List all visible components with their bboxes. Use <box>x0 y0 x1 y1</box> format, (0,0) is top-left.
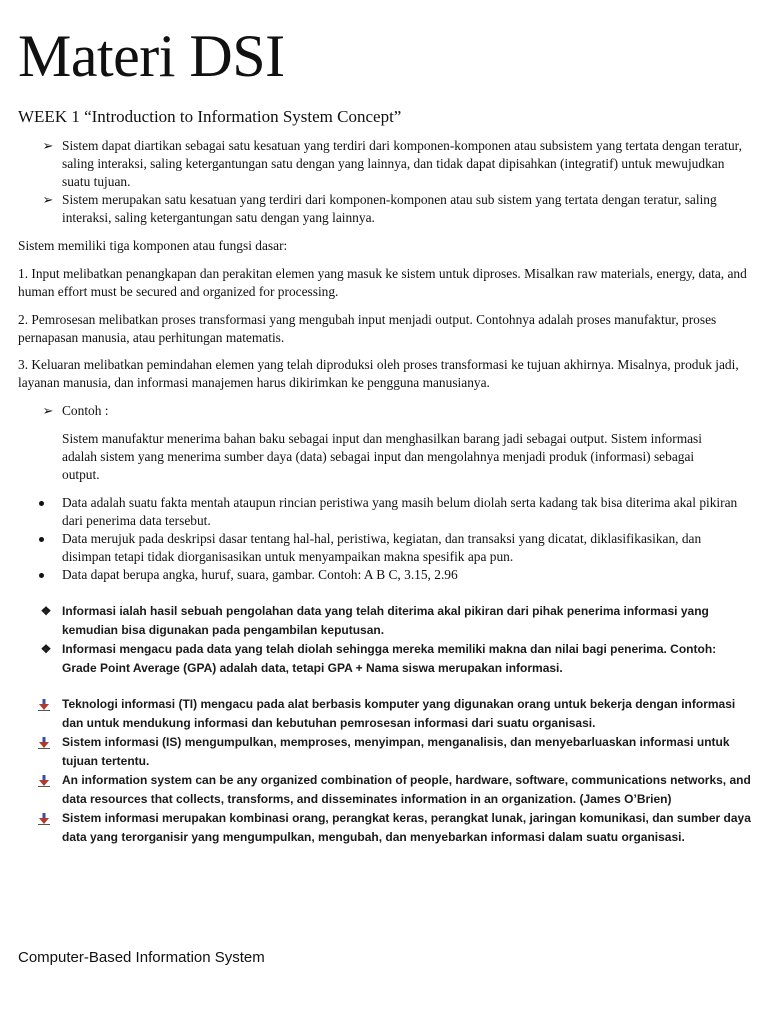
list-item: Data dapat berupa angka, huruf, suara, gambar. Contoh: A B C, 3.15, 2.96 <box>18 566 753 584</box>
four-diamond-bullet-icon: ❖ <box>40 642 52 656</box>
week-heading: WEEK 1 “Introduction to Information System Concept” <box>18 107 402 126</box>
arrowhead-bullet-icon: ➢ <box>42 138 54 153</box>
list-item: Sistem informasi (IS) mengumpulkan, memproses, menyimpan, menganalisis, dan menyebarluaskan informasi untuk tujuan tertentu. <box>18 733 753 771</box>
page-title: Materi DSI <box>18 23 285 89</box>
numbered-paragraph-3: 3. Keluaran melibatkan pemindahan elemen yang telah diproduksi oleh proses transformasi ke tujuan akhirnya. Misalnya, produk jadi, layanan manusia, dan informasi manajemen harus dikirimkan ke pengguna manusianya. <box>18 357 739 390</box>
icon-list <box>18 695 753 847</box>
example-label-row <box>18 402 753 420</box>
bullet-dot-icon <box>39 573 44 578</box>
bullet-list-section <box>18 494 753 584</box>
numbered-paragraph-2: 2. Pemrosesan melibatkan proses transformasi yang mengubah input menjadi output. Contohnya adalah proses manufaktur, proses pernapasan manusia, atau perhitungan matematis. <box>18 312 717 345</box>
list-item: ❖ Informasi mengacu pada data yang telah diolah sehingga mereka memiliki makna dan nilai bagi penerima. Contoh: Grade Point Average (GPA) adalah data, tetapi GPA + Nama siswa merupakan informasi. <box>18 640 753 678</box>
example-label: Contoh : <box>62 403 109 418</box>
down-arrow-bullet-icon <box>38 699 50 711</box>
bullet-dot-icon <box>39 501 44 506</box>
list-item: ➢ Sistem merupakan satu kesatuan yang terdiri dari komponen-komponen atau sub sistem yang tertata dengan teratur, saling interaksi, saling ketergantungan satu dengan yang lainnya. <box>18 191 753 227</box>
list-item: Data adalah suatu fakta mentah ataupun rincian peristiwa yang masih belum diolah serta kadang tak bisa diterima akal pikiran dari penerima data tersebut. <box>18 494 753 530</box>
list-item <box>18 402 753 420</box>
four-diamond-bullet-icon: ❖ <box>40 604 52 618</box>
diamond-list <box>18 602 753 678</box>
arrowhead-bullet-icon: ➢ <box>42 192 54 207</box>
section-heading: Computer-Based Information System <box>18 949 265 966</box>
list-item: Data merujuk pada deskripsi dasar tentang hal-hal, peristiwa, kegiatan, dan transaksi yang dicatat, diklasifikasikan, dan disimpan tetapi tidak diorganisasikan untuk menyampaikan makna spesifik apa pun. <box>18 530 753 566</box>
list-item: An information system can be any organized combination of people, hardware, software, communications networks, and data resources that collects, transforms, and disseminates information in an organization. (James O’Brien) <box>18 771 753 809</box>
list-item: Teknologi informasi (TI) mengacu pada alat berbasis komputer yang digunakan orang untuk bekerja dengan informasi dan untuk mendukung informasi dan kebutuhan pemrosesan informasi dari suatu organisasi. <box>18 695 753 733</box>
bullet-dot-icon <box>39 537 44 542</box>
bullet-list <box>18 494 753 584</box>
down-arrow-bullet-icon <box>38 813 50 825</box>
list-item: ➢ Sistem dapat diartikan sebagai satu kesatuan yang terdiri dari komponen-komponen atau subsistem yang tertata dengan teratur, saling interaksi, saling ketergantungan satu dengan yang lainnya, dan tidak dapat dipisahkan (integratif) untuk mewujudkan suatu tujuan. <box>18 137 753 191</box>
diamond-list-section <box>18 602 753 678</box>
down-arrow-bullet-icon <box>38 737 50 749</box>
intro-paragraph: Sistem memiliki tiga komponen atau fungsi dasar: <box>18 238 288 253</box>
list-item: ❖ Informasi ialah hasil sebuah pengolahan data yang telah diterima akal pikiran dari pihak penerima informasi yang kemudian bisa digunakan pada pengambilan keputusan. <box>18 602 753 640</box>
arrow-list <box>18 137 753 227</box>
arrow-list-section <box>18 137 753 227</box>
list-item: Sistem informasi merupakan kombinasi orang, perangkat keras, perangkat lunak, jaringan komunikasi, dan sumber daya data yang terorganisir yang mengumpulkan, mengubah, dan menyebarkan informasi dalam suatu organisasi. <box>18 809 753 847</box>
down-arrow-bullet-icon <box>38 775 50 787</box>
icon-list-section <box>18 695 753 847</box>
example-text: Sistem manufaktur menerima bahan baku sebagai input dan menghasilkan barang jadi sebagai output. Sistem informasi adalah sistem yang menerima sumber daya (data) sebagai input dan mengolahnya menjadi produk (informasi) sebagai output. <box>62 431 702 482</box>
numbered-paragraph-1: 1. Input melibatkan penangkapan dan perakitan elemen yang masuk ke sistem untuk diproses. Misalkan raw materials, energy, data, and human effort must be secured and organized for processing. <box>18 266 747 299</box>
arrowhead-bullet-icon: ➢ <box>42 403 54 418</box>
